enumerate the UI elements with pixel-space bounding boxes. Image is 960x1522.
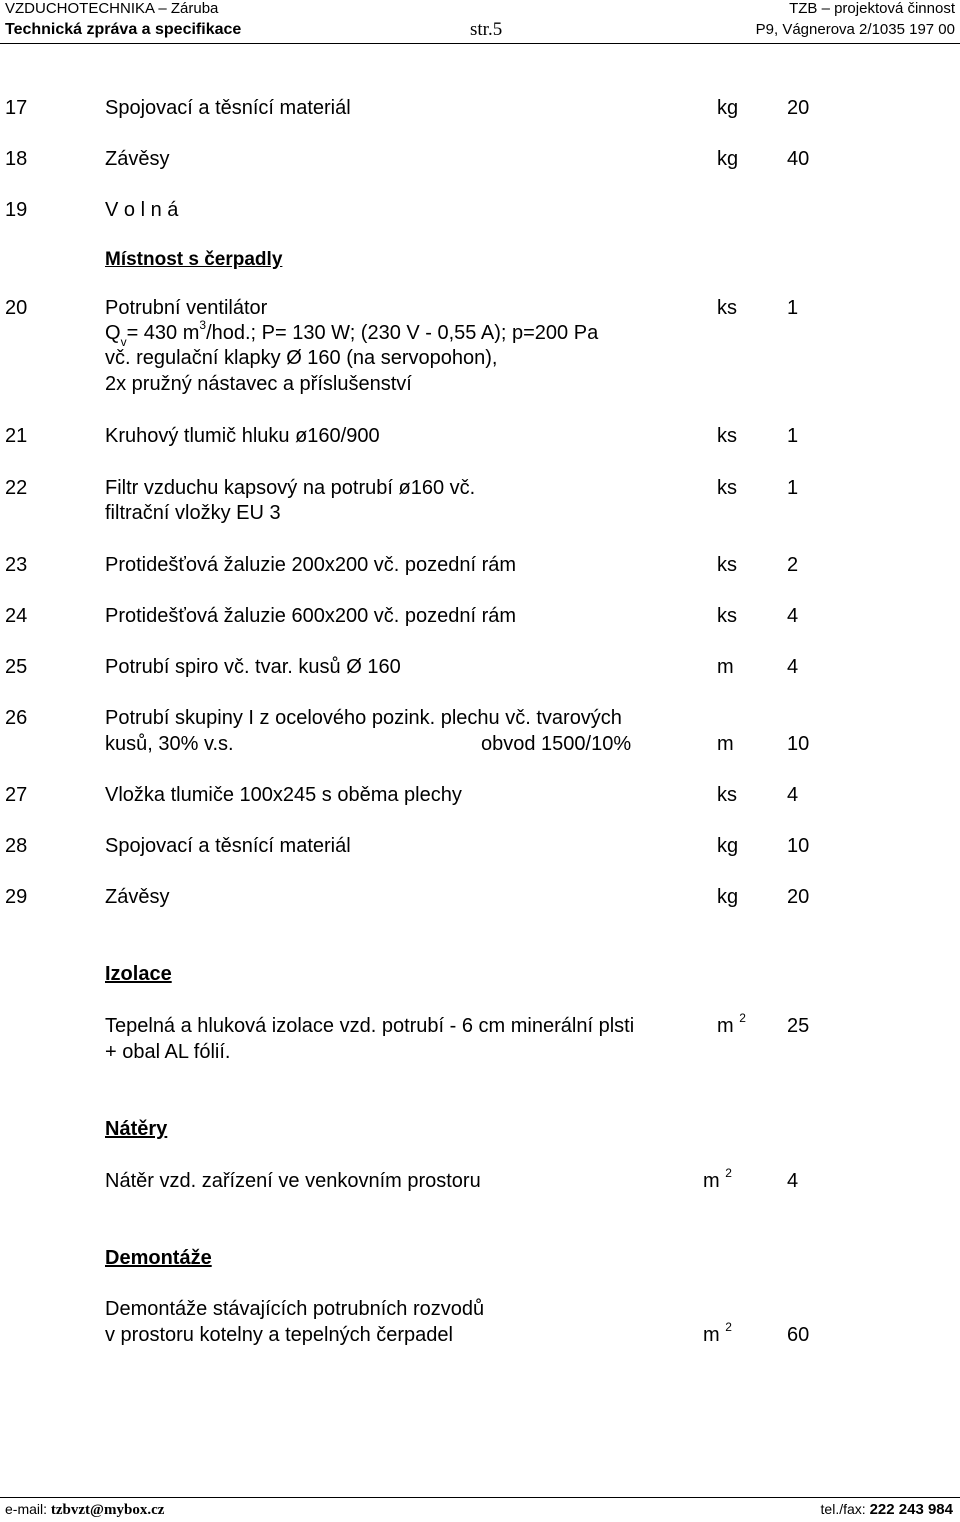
item-28-qty: 10 [787,835,810,857]
item-24-text: Protidešťová žaluzie 600x200 vč. pozední rám [105,605,517,627]
item-23-number: 23 [5,554,28,576]
footer-rule [0,1497,960,1498]
item-22-number: 22 [5,477,28,499]
item-26-line1: Potrubí skupiny I z ocelového pozink. plechu vč. tvarových [105,707,622,729]
item-18-qty: 40 [787,148,810,170]
footer-email: e-mail: tzbvzt@mybox.cz [5,1501,165,1518]
item-25-qty: 4 [787,656,799,678]
natery-qty: 4 [787,1170,799,1192]
item-25-text: Potrubí spiro vč. tvar. kusů Ø 160 [105,656,401,678]
item-24-unit: ks [717,605,737,627]
item-25-unit: m [717,656,734,678]
item-22-unit: ks [717,477,737,499]
section-title-demontaze: Demontáže [105,1247,212,1269]
natery-unit: m $^2$ [703,1166,732,1192]
section-title-pumps: Místnost s čerpadly [105,249,283,270]
item-27-unit: ks [717,784,737,806]
item-20-line3: vč. regulační klapky Ø 160 (na servopohon), [105,347,498,369]
demontaze-line1: Demontáže stávajících potrubních rozvodů [105,1298,485,1320]
firm-name: TZB – projektová činnost [789,0,955,17]
item-28-text: Spojovací a těsnící materiál [105,835,351,857]
item-29-number: 29 [5,886,28,908]
item-26-line2b: obvod 1500/10% [481,733,632,755]
item-26-line2a: kusů, 30% v.s. [105,733,234,755]
item-27-number: 27 [5,784,28,806]
item-26-unit: m [717,733,734,755]
natery-line1: Nátěr vzd. zařízení ve venkovním prostoru [105,1170,481,1192]
item-19-text: V o l n á [105,199,179,221]
item-28-unit: kg [717,835,739,857]
footer-phone: tel./fax: 222 243 984 [820,1501,953,1518]
item-27-text: Vložka tlumiče 100x245 s oběma plechy [105,784,462,806]
page-number: str.5 [470,19,503,40]
item-26-number: 26 [5,707,28,729]
item-21-qty: 1 [787,425,799,447]
item-21-unit: ks [717,425,737,447]
item-23-unit: ks [717,554,737,576]
item-22-line2: filtrační vložky EU 3 [105,502,281,524]
section-title-natery: Nátěry [105,1118,168,1140]
item-29-text: Závěsy [105,886,170,908]
item-29-qty: 20 [787,886,810,908]
item-23-qty: 2 [787,554,799,576]
item-20-line2: $Q_v= 430$ $m^3$/hod.; P= 130 W; (230 V - 0,55 A); p=200 Pa [105,318,599,349]
item-24-qty: 4 [787,605,799,627]
item-28-number: 28 [5,835,28,857]
item-24-number: 24 [5,605,28,627]
item-22-line1: Filtr vzduchu kapsový na potrubí ø160 vč. [105,477,476,499]
item-23-text: Protidešťová žaluzie 200x200 vč. pozední rám [105,554,517,576]
izolace-qty: 25 [787,1015,810,1037]
item-21-text: Kruhový tlumič hluku ø160/900 [105,425,380,447]
item-17-text: Spojovací a těsnící materiál [105,97,351,119]
izolace-line1: Tepelná a hluková izolace vzd. potrubí - 6 cm minerální plsti [105,1015,635,1037]
izolace-line2: + obal AL fólií. [105,1041,231,1063]
item-22-qty: 1 [787,477,799,499]
item-20-unit: ks [717,297,737,319]
demontaze-unit: m $^2$ [703,1320,732,1346]
item-17-number: 17 [5,97,28,119]
item-29-unit: kg [717,886,739,908]
item-20-line4: 2x pružný nástavec a příslušenství [105,373,412,395]
item-19-number: 19 [5,199,28,221]
item-20-qty: 1 [787,297,799,319]
header-rule [0,43,960,44]
item-17-unit: kg [717,97,739,119]
item-18-unit: kg [717,148,739,170]
item-21-number: 21 [5,425,28,447]
item-27-qty: 4 [787,784,799,806]
demontaze-line2: v prostoru kotelny a tepelných čerpadel [105,1324,453,1346]
section-title-izolace: Izolace [105,963,172,985]
izolace-unit: m $^2$ [717,1011,746,1037]
item-17-qty: 20 [787,97,810,119]
email-link[interactable]: tzbvzt@mybox.cz [50,1502,165,1518]
document-title: Technická zpráva a specifikace [5,21,242,38]
item-20-line1: Potrubní ventilátor [105,297,268,319]
item-26-qty: 10 [787,733,810,755]
firm-address: P9, Vágnerova 2/1035 197 00 [755,21,955,38]
item-18-text: Závěsy [105,148,170,170]
demontaze-qty: 60 [787,1324,810,1346]
item-18-number: 18 [5,148,28,170]
company-name: VZDUCHOTECHNIKA – Záruba [5,0,219,17]
item-20-number: 20 [5,297,28,319]
item-25-number: 25 [5,656,28,678]
